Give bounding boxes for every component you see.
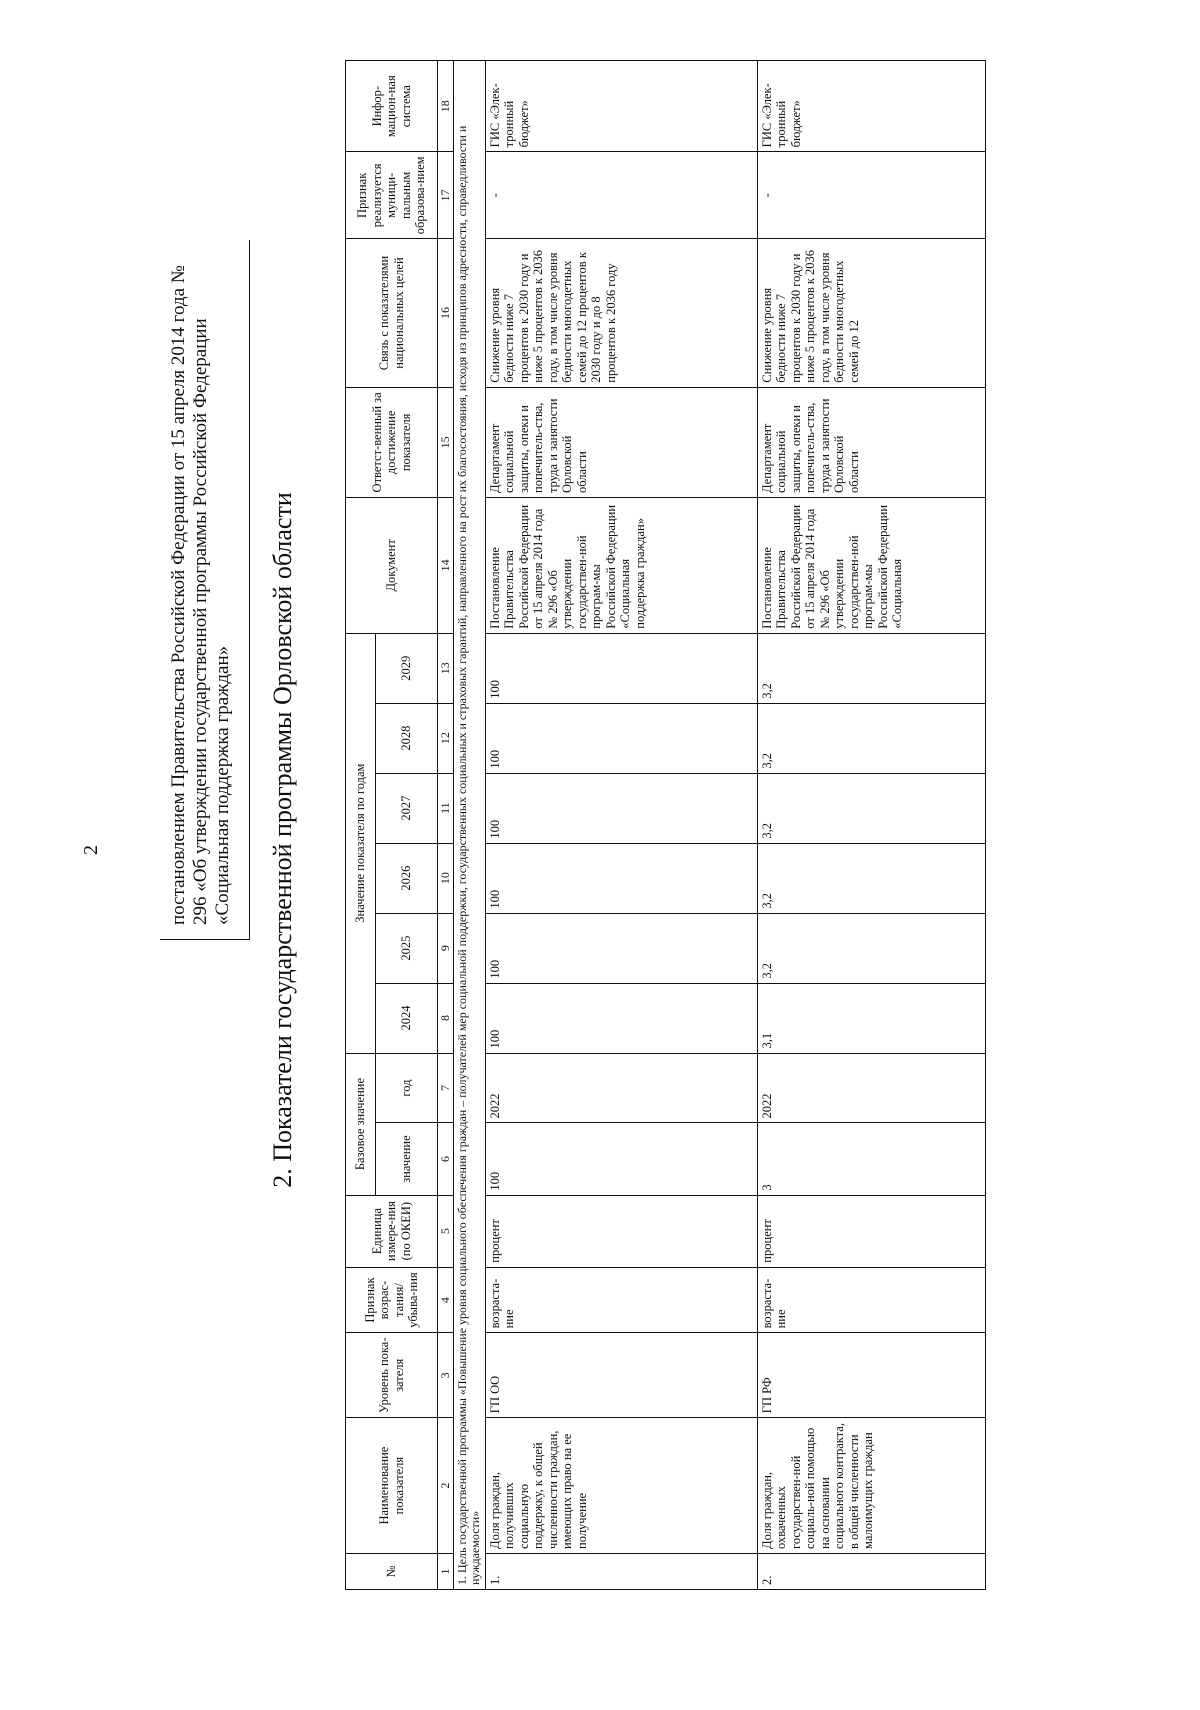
header-base: Базовое значение: [346, 1053, 376, 1195]
header-year: 2026: [376, 843, 438, 913]
column-number: 5: [438, 1195, 454, 1267]
header-year: 2027: [376, 773, 438, 843]
row-document: Постановление Правительства Российской Федерации от 15 апреля 2014 года № 296 «Об утверждении государствен-ной програм-мы Российской Федерации «Социальная: [757, 498, 985, 634]
page-title: 2. Показатели государственной программы Орловской области: [268, 492, 297, 1188]
row-trend: возраста-ние: [757, 1267, 985, 1333]
row-responsible: Департамент социальной защиты, опеки и попечитель-ства, труда и занятости Орловской области: [757, 387, 985, 497]
header-year: 2028: [376, 703, 438, 773]
row-responsible: Департамент социальной защиты, опеки и попечитель-ства, труда и занятости Орловской области: [485, 387, 757, 497]
row-base-year: 2022: [485, 1053, 757, 1123]
column-number: 13: [438, 633, 454, 703]
row-trend: возраста-ние: [485, 1267, 757, 1333]
row-value-2029: 3,2: [757, 633, 985, 703]
header-base-year: год: [376, 1053, 438, 1123]
decree-reference: постановлением Правительства Российской Федерации от 15 апреля 2014 года № 296 «Об утверждении государственной программы Российской Федерации «Социальная поддержка граждан»: [160, 240, 250, 940]
header-level: Уровень пока-зателя: [346, 1333, 438, 1418]
row-no: 1.: [485, 1553, 757, 1589]
row-municipal: -: [485, 152, 757, 239]
header-link: Связь с показателями национальных целей: [346, 239, 438, 387]
row-value-2028: 3,2: [757, 703, 985, 773]
row-no: 2.: [757, 1553, 985, 1589]
column-number: 8: [438, 983, 454, 1053]
column-number: 15: [438, 387, 454, 497]
column-number: 3: [438, 1333, 454, 1418]
header-values: Значение показателя по годам: [346, 633, 376, 1053]
row-base-year: 2022: [757, 1053, 985, 1123]
program-goal: 1. Цель государственной программы «Повышение уровня социального обеспечения граждан – получателей мер социальной поддержки, государственных социальных и страховых гарантий, направленного на рост их благосостояния, исходя из принципов адресности, справедливости и нуждаемости»: [453, 61, 485, 1590]
row-value-2026: 3,2: [757, 843, 985, 913]
row-link: Снижение уровня бедности ниже 7 процентов к 2030 году и ниже 5 процентов к 2036 году, в том числе уровня бедности многодетных семей до 12: [757, 239, 985, 387]
column-number: 7: [438, 1053, 454, 1123]
column-number: 1: [438, 1553, 454, 1589]
row-value-2025: 100: [485, 913, 757, 983]
row-base-value: 3: [757, 1123, 985, 1195]
row-value-2027: 100: [485, 773, 757, 843]
column-number: 4: [438, 1267, 454, 1333]
header-no: №: [346, 1553, 438, 1589]
row-value-2024: 100: [485, 983, 757, 1053]
header-base-value: значение: [376, 1123, 438, 1195]
row-level: ГП ОО: [485, 1333, 757, 1418]
column-numbers-row: [438, 61, 454, 1590]
row-name: Доля граждан, получивших социальную поддержку, к общей численности граждан, имеющих право на ее получение: [485, 1418, 757, 1554]
column-number: 16: [438, 239, 454, 387]
column-number: 11: [438, 773, 454, 843]
row-value-2027: 3,2: [757, 773, 985, 843]
row-value-2025: 3,2: [757, 913, 985, 983]
column-number: 14: [438, 498, 454, 634]
column-number: 10: [438, 843, 454, 913]
header-trend: Признак возрас-тания/ убыва-ния: [346, 1267, 438, 1333]
row-level: ГП РФ: [757, 1333, 985, 1418]
header-municipal: Признак реализуется муници-пальным образова-нием: [346, 152, 438, 239]
column-number: 6: [438, 1123, 454, 1195]
column-number: 12: [438, 703, 454, 773]
row-unit: процент: [757, 1195, 985, 1267]
row-document: Постановление Правительства Российской Федерации от 15 апреля 2014 года № 296 «Об утверждении государствен-ной програм-мы Российской Федерации «Социальная поддержка граждан»: [485, 498, 757, 634]
header-info: Инфор-мацион-ная система: [346, 61, 438, 152]
table-row: [485, 61, 757, 1590]
column-number: 9: [438, 913, 454, 983]
header-year: 2024: [376, 983, 438, 1053]
row-base-value: 100: [485, 1123, 757, 1195]
column-number: 18: [438, 61, 454, 152]
row-name: Доля граждан, охваченных государствен-ной социаль-ной помощью на основании социального контракта, в общей численности малоимущих граждан: [757, 1418, 985, 1554]
header-year: 2029: [376, 633, 438, 703]
indicators-table: [345, 60, 986, 1590]
header-document: Документ: [346, 498, 438, 634]
row-link: Снижение уровня бедности ниже 7 процентов к 2030 году и ниже 5 процентов к 2036 году, в том числе уровня бедности многодетных семей до 12 процентов к 2030 году и до 8 процентов к 2036 году: [485, 239, 757, 387]
column-number: 2: [438, 1418, 454, 1554]
page-number: 2: [80, 845, 102, 855]
column-number: 17: [438, 152, 454, 239]
table-row: [757, 61, 985, 1590]
header-unit: Единица измере-ния (по ОКЕИ): [346, 1195, 438, 1267]
row-info: ГИС «Элек-тронный бюджет»: [485, 61, 757, 152]
row-municipal: -: [757, 152, 985, 239]
header-name: Наименование показателя: [346, 1418, 438, 1554]
row-value-2026: 100: [485, 843, 757, 913]
row-value-2028: 100: [485, 703, 757, 773]
row-info: ГИС «Элек-тронный бюджет»: [757, 61, 985, 152]
row-unit: процент: [485, 1195, 757, 1267]
header-responsible: Ответст-венный за достижение показателя: [346, 387, 438, 497]
row-value-2029: 100: [485, 633, 757, 703]
row-value-2024: 3,1: [757, 983, 985, 1053]
header-year: 2025: [376, 913, 438, 983]
